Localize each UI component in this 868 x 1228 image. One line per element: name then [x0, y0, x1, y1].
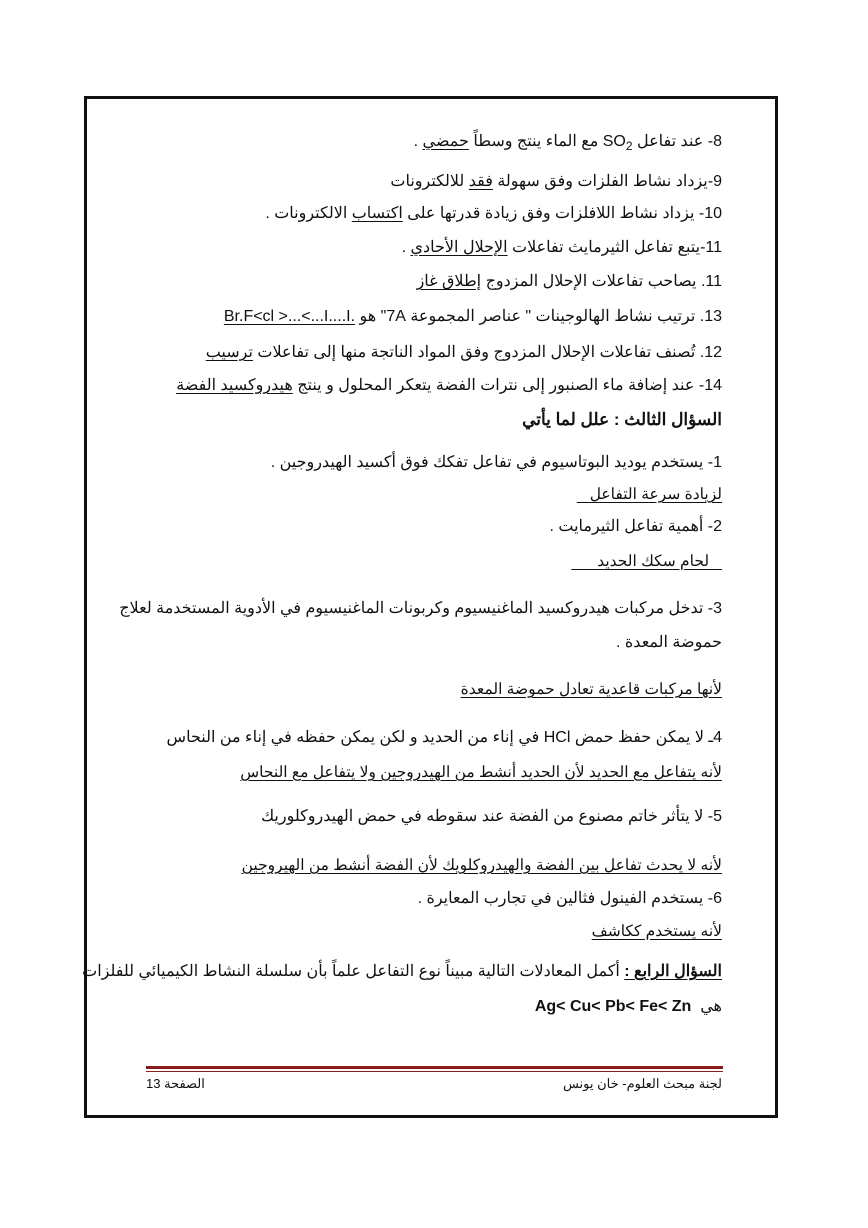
item-10: 10- يزداد نشاط اللافلزات وفق زيادة قدرتها على اكتساب الالكترونات . — [265, 205, 722, 222]
reason-5-answer: لأنه لا يحدث تفاعل بين الفضة والهيدروكلويك لأن الفضة أنشط من الهيروجين — [241, 857, 722, 874]
activity-series-line: هي Ag< Cu< Pb< Fe< Zn — [534, 998, 722, 1015]
reason-1-answer: لزيادة سرعة التفاعل — [589, 486, 722, 503]
reason-1-question: 1- يستخدم يوديد البوتاسيوم في تفاعل تفكك فوق أكسيد الهيدروجين . — [270, 454, 722, 471]
reason-6-question: 6- يستخدم الفينول فثالين في تجارب المعايرة . — [417, 890, 722, 907]
reason-3-answer: لأنها مركبات قاعدية تعادل حموضة المعدة — [460, 681, 722, 698]
item-12: 12. تُصنف تفاعلات الإحلال المزدوج وفق المواد الناتجة منها إلى تفاعلات ترسيب — [205, 344, 722, 361]
footer-page-number: الصفحة 13 — [146, 1076, 205, 1091]
footer-rule — [146, 1066, 723, 1069]
item-9: 9-يزداد نشاط الفلزات وفق سهولة فقد للالكترونات — [390, 173, 722, 190]
item-8: 8- عند تفاعل $SO_2$ مع الماء ينتج وسطاً حمضي . — [413, 133, 722, 154]
reason-2-answer: لحام سكك الحديد — [597, 553, 710, 570]
section3-title: السؤال الثالث : علل لما يأتي — [522, 410, 722, 429]
reason-2-question: 2- أهمية تفاعل الثيرمايت . — [549, 518, 722, 535]
footer-rule-thin — [146, 1071, 723, 1072]
reason-6-answer: لأنه يستخدم ككاشف — [591, 923, 722, 940]
item-11b: 11. يصاحب تفاعلات الإحلال المزدوج إطلاق غاز — [416, 273, 722, 290]
reason-5-question: 5- لا يتأثر خاتم مصنوع من الفضة عند سقوطه في حمض الهيدروكلوريك — [260, 808, 722, 825]
item-13: 13. ترتيب نشاط الهالوجينات " عناصر المجموعة 7A" هو Br.F<cl >...<...I....I. — [223, 308, 722, 325]
activity-series: Ag< Cu< Pb< Fe< Zn — [534, 998, 692, 1015]
section4-intro: السؤال الرابع : أكمل المعادلات التالية مبيناً نوع التفاعل علماً بأن سلسلة النشاط الكيميائي للفلزات — [82, 963, 722, 980]
item-11a: 11-يتبع تفاعل الثيرمايث تفاعلات الإحلال الأحادي . — [401, 239, 722, 256]
item-14: 14- عند إضافة ماء الصنبور إلى نترات الفضة يتعكر المحلول و ينتج هيدروكسيد الفضة — [176, 377, 722, 394]
footer-committee: لجنة مبحث العلوم- خان يونس — [562, 1076, 722, 1091]
reason-4-question: 4ـ لا يمكن حفظ حمض HCl في إناء من الحديد و لكن يمكن حفظه في إناء من النحاس — [166, 729, 722, 746]
reason-3-question-line1: 3- تدخل مركبات هيدروكسيد الماغنيسيوم وكربونات الماغنيسيوم في الأدوية المستخدمة لعلاج — [119, 600, 722, 617]
reason-3-question-line2: حموضة المعدة . — [616, 634, 722, 651]
reason-4-answer: لأنه يتفاعل مع الحديد لأن الحديد أنشط من الهيدروجين ولا يتفاعل مع النحاس — [240, 764, 722, 781]
section4-title: السؤال الرابع : — [624, 963, 722, 980]
